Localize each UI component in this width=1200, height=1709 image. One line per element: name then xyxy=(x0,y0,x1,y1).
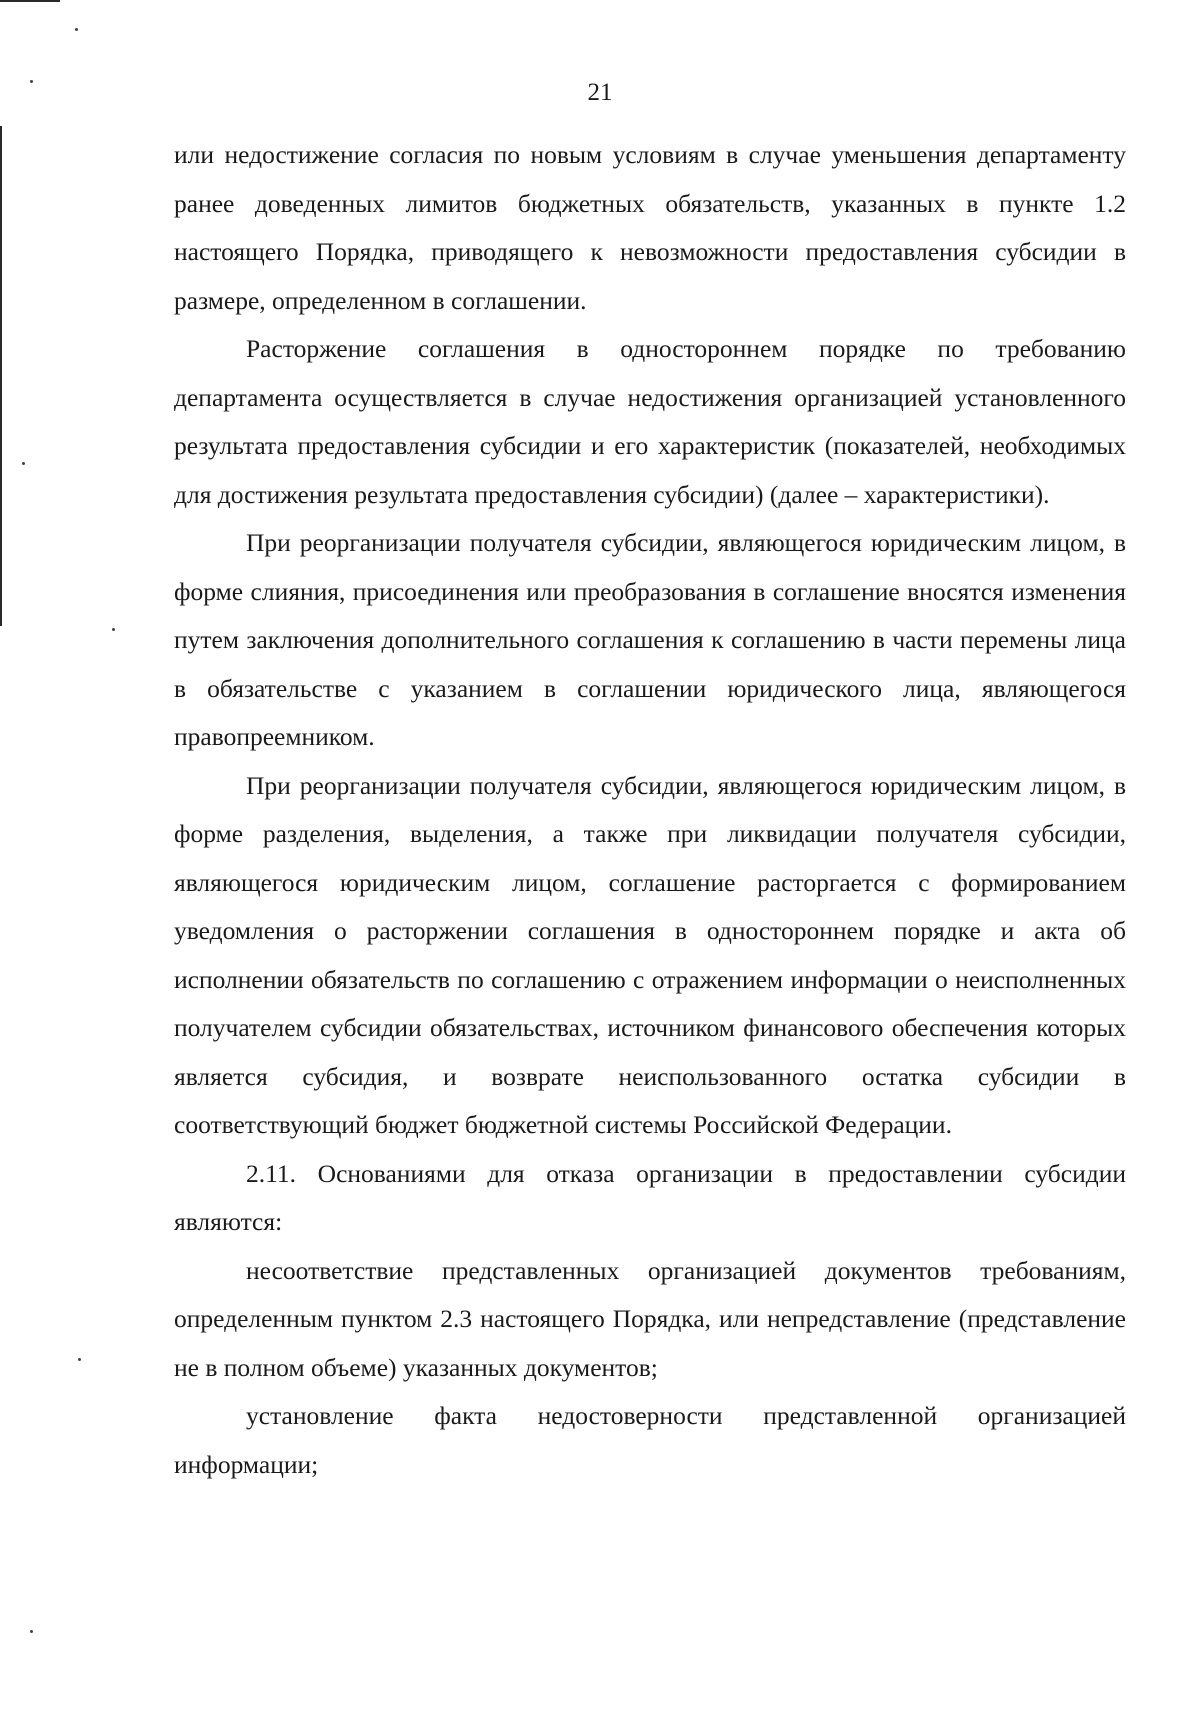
scan-top-mark xyxy=(0,0,60,2)
paragraph: При реорганизации получателя субсидии, являющегося юридическим лицом, в форме разделения, выделения, а также при ликвидации получателя субсидии, являющегося юридическим лицом, соглашение расторгается с формированием уведомления о расторжении соглашения в одностороннем порядке и акта об исполнении обязательств по соглашению с отражением информации о неисполненных получателем субсидии обязательствах, источником финансового обеспечения которых является субсидия, и возврате неиспользованного остатка субсидии в соответствующий бюджет бюджетной системы Российской Федерации. xyxy=(174,770,1126,1139)
paragraph: несоответствие представленных организацией документов требованиям, определенным пунктом 2.3 настоящего Порядка, или непредставление (представление не в полном объеме) указанных документов; xyxy=(174,1255,1126,1382)
scan-edge-line xyxy=(0,126,2,626)
paragraph: установление факта недостоверности представленной организацией информации; xyxy=(174,1401,1126,1479)
scan-speck xyxy=(22,462,25,465)
paragraph: 2.11. Основаниями для отказа организации в предоставлении субсидии являются: xyxy=(174,1158,1126,1236)
page-number: 21 xyxy=(587,79,613,106)
paragraph: Расторжение соглашения в одностороннем порядке по требованию департамента осуществляется в случае недостижения организацией установленного результата предоставления субсидии и его характеристик (показателей, необходимых для достижения результата предоставления субсидии) (далее – характеристики). xyxy=(174,334,1126,509)
scan-speck xyxy=(30,1630,33,1633)
scan-speck xyxy=(112,628,115,631)
document-body xyxy=(174,131,1126,1489)
scan-speck xyxy=(78,1358,81,1361)
paragraph: или недостижение согласия по новым условиям в случае уменьшения департаменту ранее доведенных лимитов бюджетных обязательств, указанных в пункте 1.2 настоящего Порядка, приводящего к невозможности предоставления субсидии в размере, определенном в соглашении. xyxy=(174,140,1126,315)
paragraph: При реорганизации получателя субсидии, являющегося юридическим лицом, в форме слияния, присоединения или преобразования в соглашение вносятся изменения путем заключения дополнительного соглашения к соглашению в части перемены лица в обязательстве с указанием в соглашении юридического лица, являющегося правопреемником. xyxy=(174,528,1126,751)
scan-speck xyxy=(75,28,78,31)
